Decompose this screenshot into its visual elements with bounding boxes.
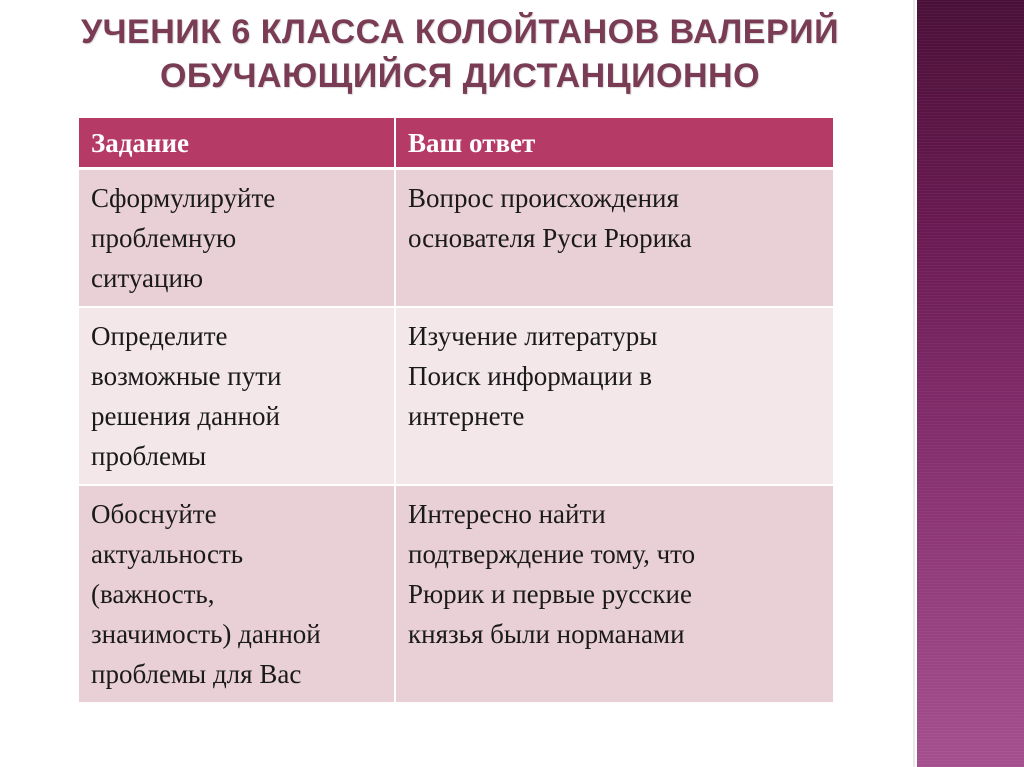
answer-cell [395, 307, 833, 485]
task-line: решения данной [91, 401, 280, 431]
answer-line: Вопрос происхождения [408, 183, 679, 213]
answer-line: Рюрик и первые русские [408, 579, 692, 609]
table-row [79, 169, 833, 308]
answer-cell [395, 169, 833, 308]
task-line: Определите [91, 321, 228, 351]
task-line: Обоснуйте [91, 499, 217, 529]
answer-line: подтверждение тому, что [408, 539, 696, 569]
task-line: значимость) данной [91, 619, 321, 649]
task-line: проблемы для Вас [91, 659, 302, 689]
task-cell [79, 485, 395, 703]
task-line: проблемную [91, 223, 237, 253]
answer-cell [395, 485, 833, 703]
answer-line: интернете [408, 401, 525, 431]
slide-title [40, 10, 880, 98]
task-line: ситуацию [91, 263, 204, 293]
answer-line: князья были норманами [408, 619, 685, 649]
task-line: актуальность [91, 539, 244, 569]
header-task: Задание [79, 118, 395, 169]
table-row [79, 485, 833, 703]
title-line-2: ОБУЧАЮЩИЙСЯ ДИСТАНЦИОННО [159, 57, 761, 95]
answer-line: Изучение литературы [408, 321, 658, 351]
task-cell [79, 307, 395, 485]
task-line: (важность, [91, 579, 215, 609]
task-line: Сформулируйте [91, 183, 276, 213]
header-answer: Ваш ответ [395, 118, 833, 169]
task-line: проблемы [91, 441, 207, 471]
answer-line: Поиск информации в [408, 361, 653, 391]
title-line-1: УЧЕНИК 6 КЛАССА КОЛОЙТАНОВ ВАЛЕРИЙ [80, 13, 840, 51]
decorative-side-band [913, 0, 1024, 767]
task-table [79, 118, 833, 704]
table-row [79, 307, 833, 485]
task-cell [79, 169, 395, 308]
answer-line: Интересно найти [408, 499, 606, 529]
task-line: возможные пути [91, 361, 282, 391]
table-header-row [79, 118, 833, 169]
answer-line: основателя Руси Рюрика [408, 223, 692, 253]
